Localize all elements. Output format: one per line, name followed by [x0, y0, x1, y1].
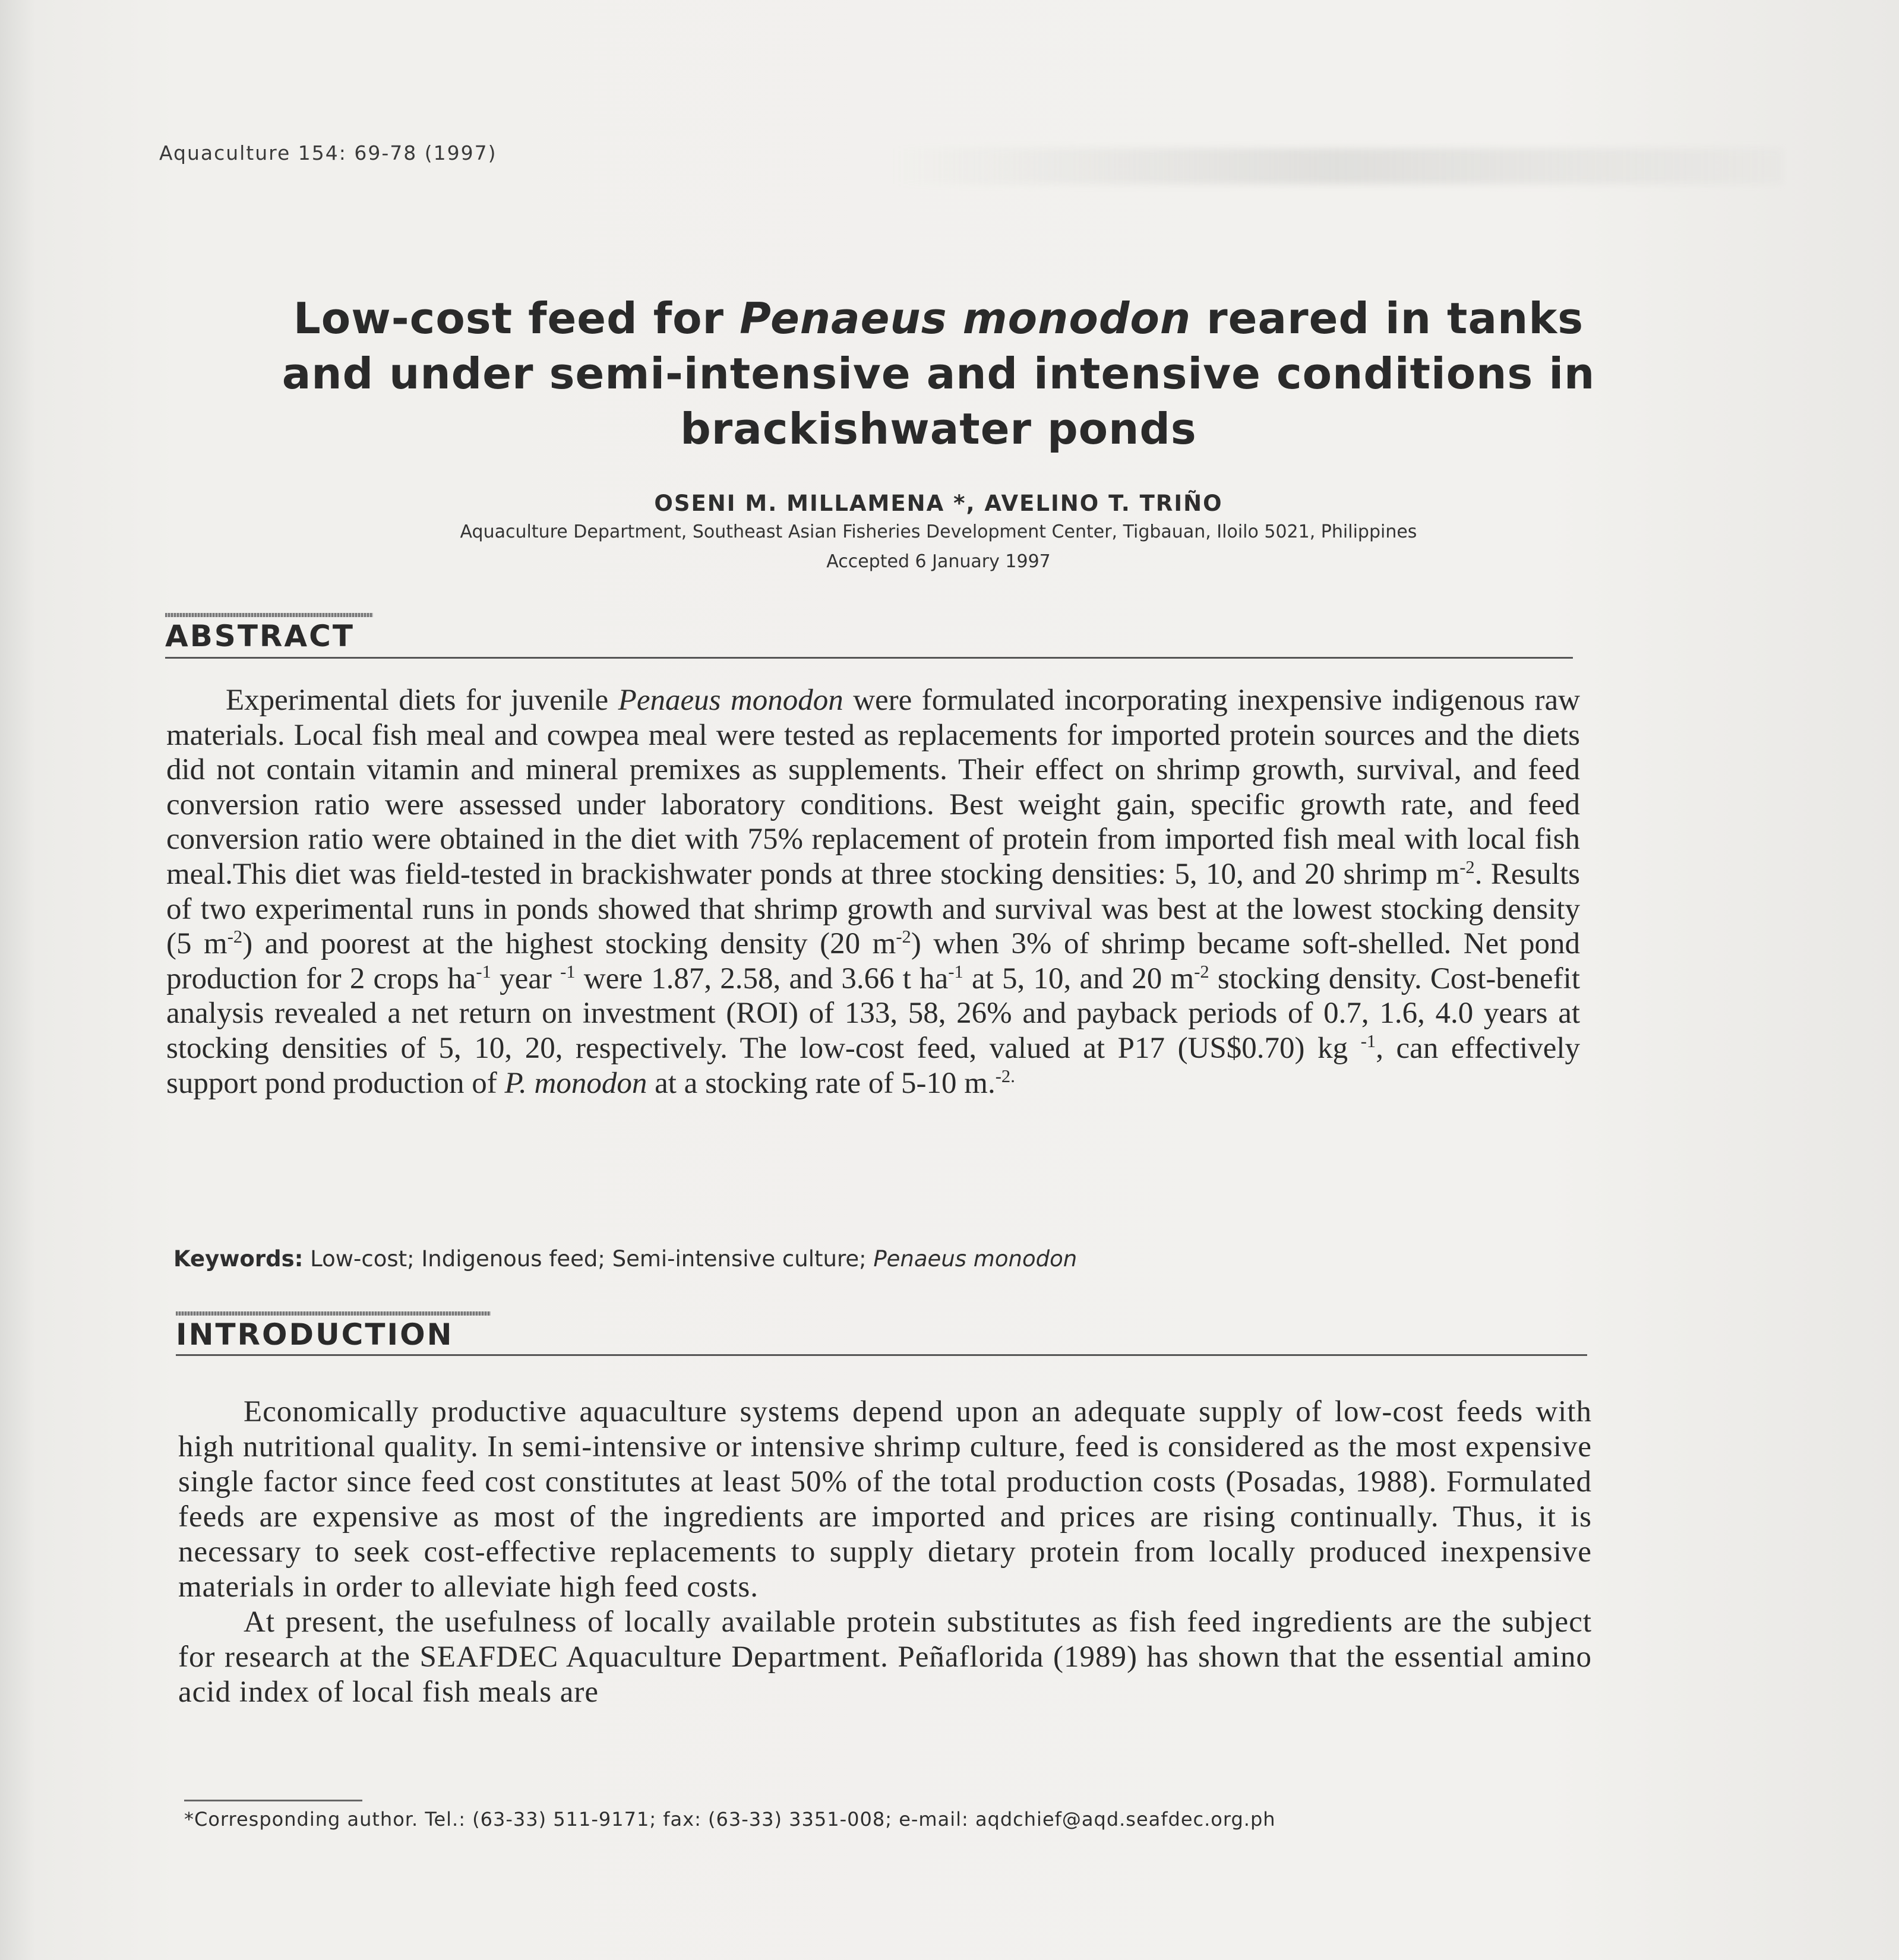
abstract-heading-rule: [165, 657, 1573, 659]
title-line-2: and under semi-intensive and intensive conditions in: [282, 349, 1595, 399]
accepted-date: Accepted 6 January 1997: [826, 551, 1051, 572]
journal-reference: Aquaculture 154: 69-78 (1997): [159, 141, 497, 165]
title-species: Penaeus monodon: [740, 293, 1192, 343]
footnote-rule: [184, 1800, 362, 1801]
corresponding-author-footnote: *Corresponding author. Tel.: (63-33) 511-9171; fax: (63-33) 3351-008; e-mail: aqdchief@aqd.seafdec.org.ph: [184, 1808, 1276, 1831]
affiliation: Aquaculture Department, Southeast Asian Fisheries Development Center, Tigbauan, Iloilo 5021, Philippines: [460, 521, 1417, 542]
authors: OSENI M. MILLAMENA *, AVELINO T. TRIÑO: [654, 491, 1223, 516]
abstract-heading: ABSTRACT: [165, 619, 355, 653]
abstract-heading-rule-top: [165, 613, 373, 617]
paper-title: [178, 291, 1699, 457]
keywords-label: Keywords:: [173, 1246, 304, 1272]
introduction-heading-rule: [176, 1354, 1587, 1356]
introduction-heading: INTRODUCTION: [176, 1317, 454, 1352]
intro-paragraph-1: Economically productive aquaculture systems depend upon an adequate supply of low-cost feeds with high nutritional quality. In semi-intensive or intensive shrimp culture, feed is considered as the most expensive single factor since feed cost constitutes at least 50% of the total production costs (Posadas, 1988). Formulated feeds are expensive as most of the ingredients are imported and prices are rising continually. Thus, it is necessary to seek cost-effective replacements to supply dietary protein from locally produced inexpensive materials in order to alleviate high feed costs.: [178, 1395, 1592, 1604]
keywords: Keywords: Low-cost; Indigenous feed; Semi-intensive culture; Penaeus monodon: [173, 1246, 1078, 1272]
abstract-body: [166, 683, 1580, 1101]
title-line-1: Low-cost feed for Penaeus monodon reared in tanks: [293, 293, 1584, 343]
faint-header-shadow: [891, 148, 1782, 184]
intro-paragraph-2: At present, the usefulness of locally available protein substitutes as fish feed ingredients are the subject for research at the SEAFDEC Aquaculture Department. Peñaflorida (1989) has shown that the essential amino acid index of local fish meals are: [178, 1605, 1592, 1709]
abstract-paragraph: Experimental diets for juvenile Penaeus monodon were formulated incorporating inexpensive indigenous raw materials. Local fish meal and cowpea meal were tested as replacements for imported protein sources and the diets did not contain vitamin and mineral premixes as supplements. Their effect on shrimp growth, survival, and feed conversion ratio were assessed under laboratory conditions. Best weight gain, specific growth rate, and feed conversion ratio were obtained in the diet with 75% replacement of protein from imported fish meal with local fish meal.This diet was field-tested in brackishwater ponds at three stocking densities: 5, 10, and 20 shrimp $m^{-2}$. Results of two experimental runs in ponds showed that shrimp growth and survival was best at the lowest stocking density (5 $m^{-2}$) and poorest at the highest stocking density (20 $m^{-2}$) when 3% of shrimp became soft-shelled. Net pond production for 2 crops $ha^{-1}$ year $^{-1}$ were 1.87, 2.58, and 3.66 t $ha^{-1}$ at 5, 10, and 20 $m^{-2}$ stocking density. Cost-benefit analysis revealed a net return on investment (ROI) of 133, 58, 26% and payback periods of 0.7, 1.6, 4.0 years at stocking densities of 5, 10, 20, respectively. The low-cost feed, valued at P17 (US$0.70) kg $^{-1}$, can effectively support pond production of P. monodon at a stocking rate of 5-10 m.$^{-2.}$: [166, 684, 1581, 1100]
title-line-3: brackishwater ponds: [680, 404, 1197, 454]
introduction-body: [178, 1395, 1592, 1710]
intro-heading-rule-top: [176, 1311, 491, 1316]
